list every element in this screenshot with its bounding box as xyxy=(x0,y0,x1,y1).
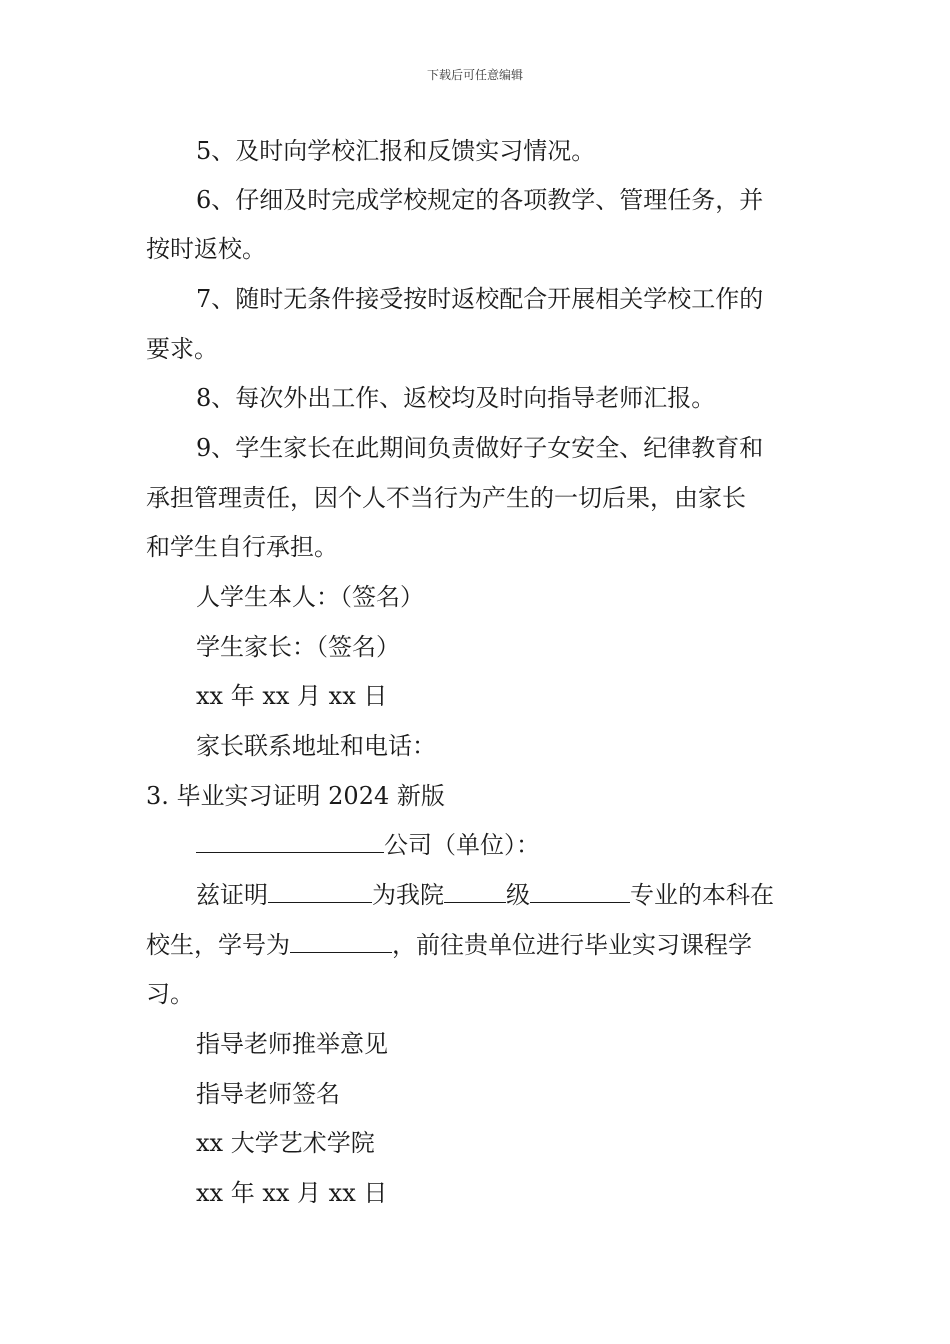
major-blank xyxy=(530,880,630,903)
student-id-blank xyxy=(290,930,392,953)
addressee-suffix: 公司（单位）： xyxy=(384,831,540,859)
advisor-signature-label: 指导老师签名 xyxy=(196,1080,340,1108)
item-7-line-1: 7、随时无条件接受按时返校配合开展相关学校工作的 xyxy=(196,285,764,313)
body-text: 专业的本科在 xyxy=(630,881,774,909)
certificate-body-line-2 xyxy=(146,930,752,960)
body-text: 兹证明 xyxy=(196,881,268,909)
student-signature-line: 人学生本人：（签名） xyxy=(196,583,424,611)
body-text: ，前往贵单位进行毕业实习课程学 xyxy=(392,931,752,959)
item-9-line-3: 和学生自行承担。 xyxy=(146,533,338,561)
signature-date: xx 年 xx 月 xx 日 xyxy=(196,682,388,710)
student-name-blank xyxy=(268,880,372,903)
parent-signature-line: 学生家长：（签名） xyxy=(196,633,400,661)
item-6-line-1: 6、仔细及时完成学校规定的各项教学、管理任务，并 xyxy=(196,186,764,214)
item-7-line-2: 要求。 xyxy=(146,335,218,363)
parent-contact-line: 家长联系地址和电话： xyxy=(196,732,436,760)
school-name: xx 大学艺术学院 xyxy=(196,1129,375,1157)
advisor-opinion-label: 指导老师推举意见 xyxy=(196,1030,388,1058)
item-6-line-2: 按时返校。 xyxy=(146,235,266,263)
grade-blank xyxy=(444,880,506,903)
company-name-blank xyxy=(196,830,384,853)
item-9-line-2: 承担管理责任，因个人不当行为产生的一切后果，由家长 xyxy=(146,484,746,512)
certificate-body-line-1 xyxy=(196,880,774,910)
item-9-line-1: 9、学生家长在此期间负责做好子女安全、纪律教育和 xyxy=(196,434,764,462)
section-3-heading: 3. 毕业实习证明 2024 新版 xyxy=(146,782,445,810)
body-text: 校生，学号为 xyxy=(146,931,290,959)
body-text: 为我院 xyxy=(372,881,444,909)
addressee-line xyxy=(196,830,540,860)
certificate-date: xx 年 xx 月 xx 日 xyxy=(196,1179,388,1207)
page-header-note: 下载后可任意编辑 xyxy=(426,68,523,82)
certificate-body-line-3: 习。 xyxy=(146,980,194,1008)
item-5: 5、及时向学校汇报和反馈实习情况。 xyxy=(196,137,596,165)
item-8: 8、每次外出工作、返校均及时向指导老师汇报。 xyxy=(196,384,716,412)
body-text: 级 xyxy=(506,881,530,909)
